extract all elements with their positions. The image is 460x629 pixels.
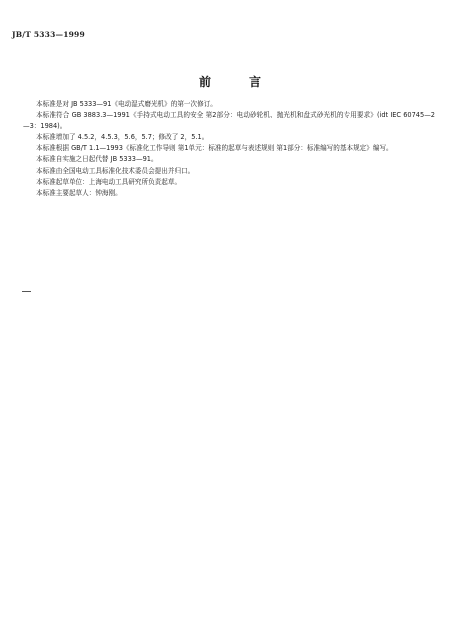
paragraph-drafting-basis: 本标准根据 GB/T 1.1—1993《标准化工作导则 第1单元：标准的起草与表述规则 第1部分：标准编写的基本规定》编写。 (36, 144, 393, 153)
paragraph-drafting-unit: 本标准起草单位：上海电动工具研究所负责起草。 (36, 177, 182, 186)
paragraph-changes: 本标准增加了 4.5.2，4.5.3，5.6，5.7；修改了 2，5.1。 (36, 133, 209, 142)
paragraph-revision: 本标准是对 JB 5333—91《电动湿式磨光机》的第一次修订。 (36, 100, 217, 108)
scan-mark (22, 291, 31, 292)
paragraph-committee: 本标准由全国电动工具标准化技术委员会提出并归口。 (36, 166, 195, 175)
paragraph-replacement: 本标准自实施之日起代替 JB 5333—91。 (36, 155, 158, 164)
standard-code: JB/T 5333—1999 (12, 30, 85, 39)
page-title: 前言 (198, 75, 299, 89)
foreword-body (23, 99, 435, 199)
paragraph-conformity: 本标准符合 GB 3883.3—1991《手持式电动工具的安全 第2部分：电动砂轮机、抛光机和盘式砂光机的专用要求》(idt IEC 60745—2—3：1984)。 (23, 111, 435, 131)
paragraph-drafters: 本标准主要起草人：钟海刚。 (36, 188, 122, 197)
